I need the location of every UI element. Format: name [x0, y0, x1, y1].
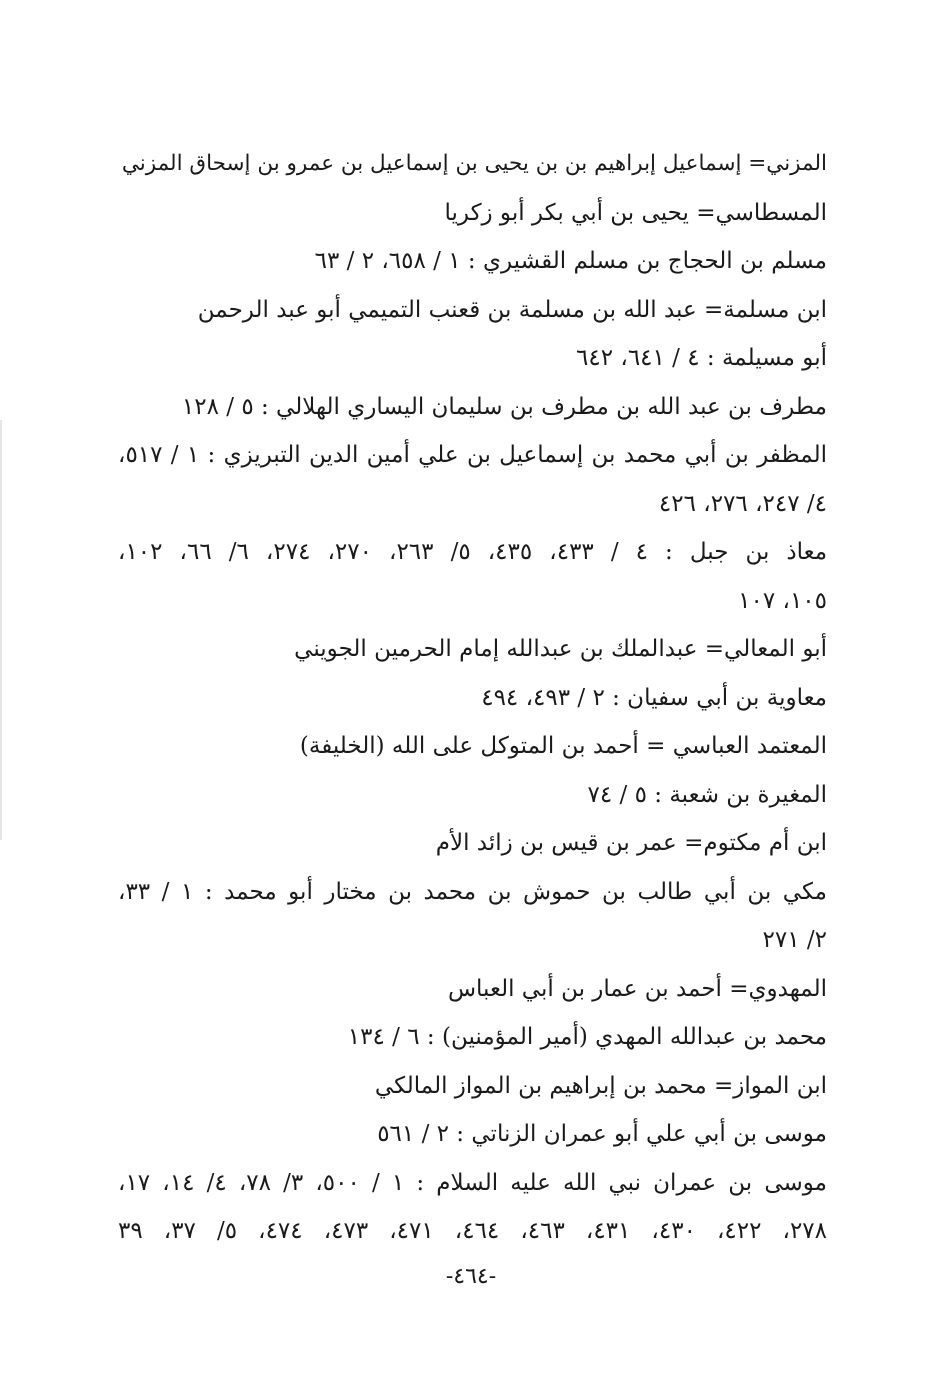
index-entry: [118, 1013, 827, 1062]
index-entry: [118, 1159, 827, 1256]
index-entry: [118, 140, 827, 189]
entry-line: معاوية بن أبي سفيان : ٢ / ٤٩٣، ٤٩٤: [481, 684, 827, 711]
entry-line-continuation: ٢/ ٢٧١: [762, 927, 827, 953]
entry-line: ابن مسلمة= عبد الله بن مسلمة بن قعنب التميمي أبو عبد الرحمن: [197, 296, 827, 323]
entry-line: موسى بن عمران نبي الله عليه السلام : ١ / ٥٠٠، ٣/ ٧٨، ٤/ ١٤، ١٧،: [118, 1169, 827, 1196]
entry-line: معاذ بن جبل : ٤ / ٤٣٣، ٤٣٥، ٥/ ٢٦٣، ٢٧٠، ٢٧٤، ٦/ ٦٦، ١٠٢،: [118, 539, 827, 565]
index-entry: [118, 1110, 827, 1159]
index-entry: [118, 1062, 827, 1111]
index-entries: [118, 140, 827, 1256]
entry-line-continuation: ٢٧٨، ٤٢٢، ٤٣٠، ٤٣١، ٤٦٣، ٤٦٤، ٤٧١، ٤٧٣، ٤٧٤، ٥/ ٣٧، ٣٩: [118, 1218, 827, 1244]
entry-line: ابن أم مكتوم= عمر بن قيس بن زائد الأم: [435, 830, 827, 856]
entry-line: ابن المواز= محمد بن إبراهيم بن المواز المالكي: [374, 1072, 827, 1099]
entry-line-continuation: ١٠٥، ١٠٧: [738, 587, 827, 614]
entry-line: مكي بن أبي طالب بن حموش بن محمد بن مختار أبو محمد : ١ / ٣٣،: [118, 878, 827, 905]
index-entry: [118, 868, 827, 965]
entry-line-continuation: ٤/ ٢٤٧، ٢٧٦، ٤٢٦: [658, 490, 827, 517]
index-entry: [118, 383, 827, 432]
entry-line: محمد بن عبدالله المهدي (أمير المؤمنين) : ٦ / ١٣٤: [347, 1024, 827, 1050]
index-entry: [118, 334, 827, 383]
index-entry: [118, 189, 827, 238]
index-entry: [118, 674, 827, 723]
entry-line: المهدوي= أحمد بن عمار بن أبي العباس: [447, 975, 827, 1002]
index-entry: [118, 286, 827, 335]
entry-line: المزني= إسماعيل إبراهيم بن بن يحيى بن إسماعيل بن عمرو بن إسحاق المزني: [121, 151, 827, 176]
entry-line: المسطاسي= يحيى بن أبي بكر أبو زكريا: [444, 199, 827, 226]
index-entry: [118, 431, 827, 528]
index-entry: [118, 819, 827, 868]
entry-line: أبو المعالي= عبدالملك بن عبدالله إمام الحرمين الجويني: [294, 636, 827, 662]
index-entry: [118, 237, 827, 286]
index-entry: [118, 965, 827, 1014]
index-entry: [118, 625, 827, 674]
scan-edge-shadow: [0, 420, 2, 840]
entry-line: أبو مسيلمة : ٤ / ٦٤١، ٦٤٢: [576, 345, 827, 371]
entry-line: موسى بن أبي علي أبو عمران الزناتي : ٢ / ٥٦١: [377, 1121, 827, 1147]
entry-line: المظفر بن أبي محمد بن إسماعيل بن علي أمين الدين التبريزي : ١ / ٥١٧،: [118, 442, 827, 468]
index-entry: [118, 771, 827, 820]
index-entry: [118, 528, 827, 625]
entry-line: مطرف بن عبد الله بن مطرف بن سليمان اليساري الهلالي : ٥ / ١٢٨: [181, 393, 827, 420]
entry-line: مسلم بن الحجاج بن مسلم القشيري : ١ / ٦٥٨، ٢ / ٦٣: [314, 248, 827, 274]
entry-line: المعتمد العباسي = أحمد بن المتوكل على الله (الخليفة): [299, 733, 827, 759]
index-entry: [118, 722, 827, 771]
entry-line: المغيرة بن شعبة : ٥ / ٧٤: [587, 781, 827, 808]
page-number: -٤٦٤-: [445, 1264, 497, 1289]
